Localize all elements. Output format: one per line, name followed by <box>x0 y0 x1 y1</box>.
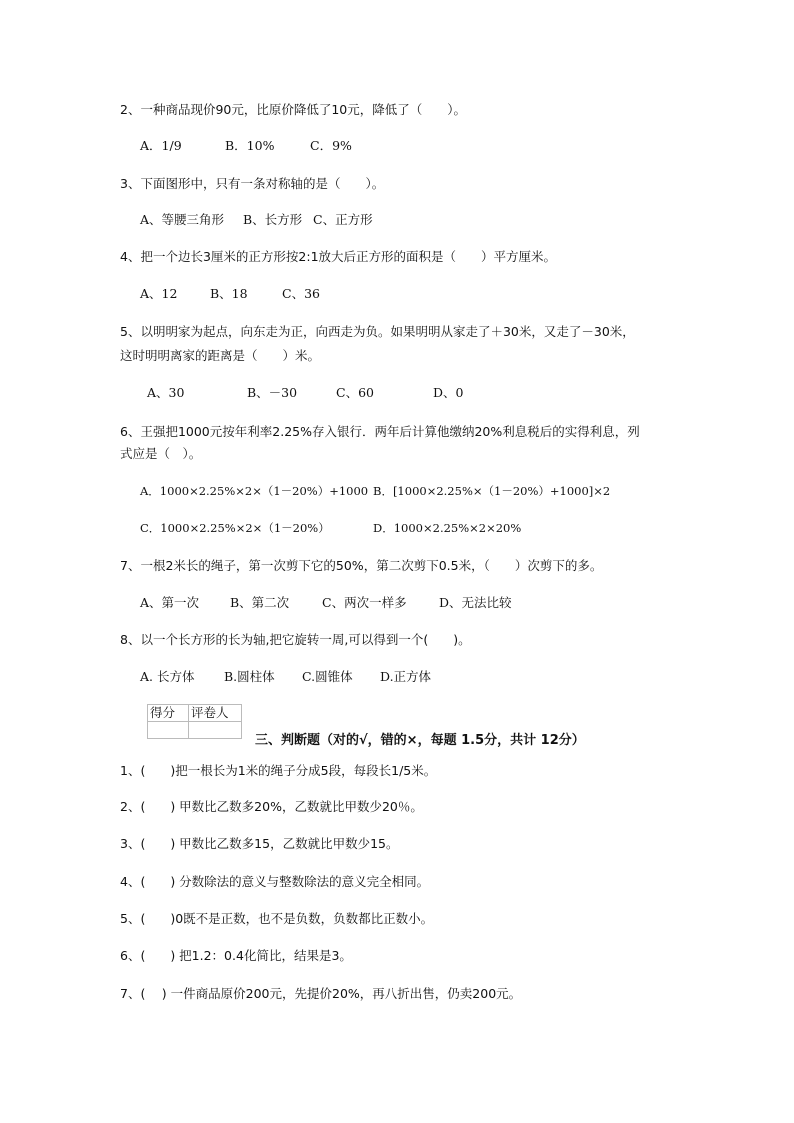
option-c: C．9% <box>310 138 352 153</box>
option-b: B、－30 <box>247 385 298 400</box>
question-text: 3、下面图形中，只有一条对称轴的是（ ）。 <box>120 176 385 191</box>
question-text: 6、王强把1000元按年利率2.25%存入银行．两年后计算他缴纳20%利息税后的实得利息，列 <box>120 424 640 439</box>
judgment-item: 7、( ) 一件商品原价200元，先提价20%，再八折出售，仍卖200元。 <box>120 986 522 1001</box>
question-text-cont: 这时明明离家的距离是（ ）米。 <box>120 348 321 363</box>
option-b: B、18 <box>210 286 248 301</box>
option-b: B．10% <box>225 138 275 153</box>
option-d: D.正方体 <box>380 669 432 684</box>
option-a: A、30 <box>147 385 185 400</box>
judgment-item: 1、( )把一根长为1米的绳子分成5段，每段长1/5米。 <box>120 763 437 778</box>
question-text: 8、以一个长方形的长为轴,把它旋转一周,可以得到一个( )。 <box>120 632 471 647</box>
option-d: D、0 <box>433 385 464 400</box>
option-a: A. 长方体 <box>140 669 195 684</box>
option-c: C.圆锥体 <box>302 669 353 684</box>
option-b: B．[1000×2.25%×（1－20%）+1000]×2 <box>373 484 611 498</box>
question-text: 5、以明明家为起点，向东走为正，向西走为负。如果明明从家走了＋30米，又走了－30米， <box>120 324 635 339</box>
judgment-item: 2、( ) 甲数比乙数多20%，乙数就比甲数少20％。 <box>120 799 423 814</box>
question-text: 2、一种商品现价90元，比原价降低了10元，降低了（ ）。 <box>120 102 467 117</box>
judgment-item: 5、( )0既不是正数，也不是负数，负数都比正数小。 <box>120 911 434 926</box>
option-b: B、长方形 <box>243 212 303 227</box>
option-c: C、两次一样多 <box>322 595 407 610</box>
option-a: A、第一次 <box>140 595 200 610</box>
option-a: A．1/9 <box>140 138 182 153</box>
option-a: A、12 <box>140 286 178 301</box>
score-header: 得分 <box>148 705 189 722</box>
judgment-item: 4、( ) 分数除法的意义与整数除法的意义完全相同。 <box>120 874 430 889</box>
option-a: A．1000×2.25%×2×（1－20%）+1000 <box>140 484 369 498</box>
option-c: C、36 <box>282 286 320 301</box>
question-text: 4、把一个边长3厘米的正方形按2:1放大后正方形的面积是（ ）平方厘米。 <box>120 249 557 264</box>
option-c: C．1000×2.25%×2×（1－20%） <box>140 521 330 535</box>
grader-cell[interactable] <box>189 722 242 739</box>
judgment-item: 6、( ) 把1.2：0.4化简比，结果是3。 <box>120 948 352 963</box>
question-text-cont: 式应是（ ）。 <box>120 446 202 461</box>
option-b: B、第二次 <box>230 595 290 610</box>
option-b: B.圆柱体 <box>224 669 275 684</box>
option-c: C、60 <box>336 385 374 400</box>
option-c: C、正方形 <box>313 212 373 227</box>
judgment-item: 3、( ) 甲数比乙数多15，乙数就比甲数少15。 <box>120 836 399 851</box>
section-title: 三、判断题（对的√，错的×，每题 1.5分，共计 12分） <box>255 733 585 748</box>
score-table <box>147 704 242 739</box>
option-a: A、等腰三角形 <box>140 212 225 227</box>
question-text: 7、一根2米长的绳子，第一次剪下它的50%，第二次剪下0.5米，（ ）次剪下的多。 <box>120 558 603 573</box>
grader-header: 评卷人 <box>189 705 242 722</box>
option-d: D．1000×2.25%×2×20% <box>373 521 522 535</box>
score-cell[interactable] <box>148 722 189 739</box>
option-d: D、无法比较 <box>439 595 512 610</box>
